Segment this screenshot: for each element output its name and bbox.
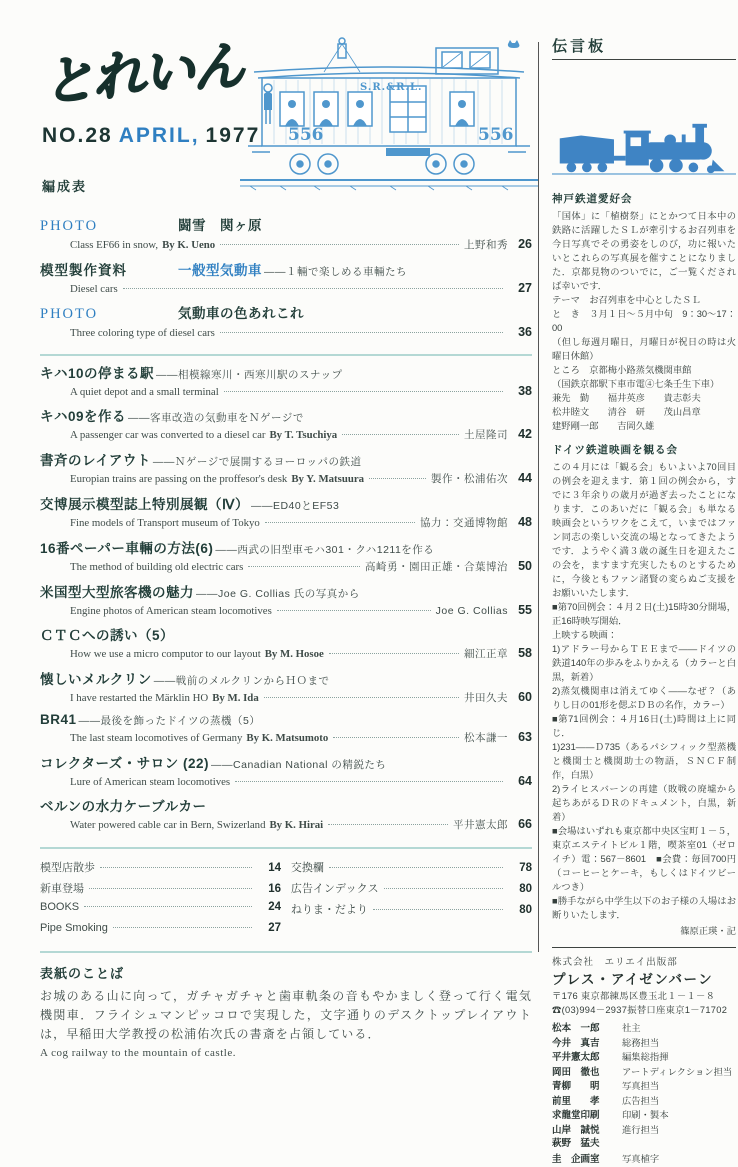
staff-row [552, 1108, 736, 1123]
toc-entry-subtitle: ——西武の旧型車モハ301・クハ1211を作る [215, 544, 435, 556]
bulletin-line: ところ 京都梅小路蒸気機関車館 [552, 365, 692, 375]
publisher-block [552, 947, 736, 1166]
leader-dots [84, 906, 252, 907]
toc-entry-english: Three coloring type of diesel cars [70, 327, 215, 339]
toc-entry [40, 493, 532, 530]
toc-entry [40, 712, 532, 745]
minor-index-label: 交換欄 [290, 862, 324, 874]
minor-index-row [40, 922, 281, 943]
toc-entry-title-row [40, 493, 532, 513]
toc-entry [40, 302, 532, 339]
bulletin-line: 1)231——Ｄ735（あるパシフィック型蒸機と機関士と機関助士の物語，ＳＮＣＦ制作，白黒） [552, 742, 736, 780]
toc-entry-page: 26 [518, 237, 532, 251]
staff-role: 印刷・製本 [622, 1110, 669, 1120]
toc-entry [40, 795, 532, 832]
steam-locomotive-silhouette-icon [552, 120, 736, 182]
publisher-address: 〒176 東京都練馬区豊玉北１－１－８ [552, 991, 716, 1001]
minor-index-row [40, 859, 281, 880]
bulletin-line: 兼先 勤 福井英彦 貴志彰夫 [552, 393, 701, 403]
toc-entry-page: 36 [518, 325, 532, 339]
toc-entry-subtitle: ——Joe G. Collias 氏の写真から [196, 588, 360, 600]
toc-entry-english: Europian trains are passing on the proffesor's desk By Y. Matsuura [70, 473, 365, 485]
toc-entry-english-row [40, 817, 532, 832]
toc-entry-author: 協力：交通博物館 [420, 517, 508, 529]
staff-role: 社主 [622, 1023, 641, 1033]
leader-dots [123, 288, 503, 289]
staff-row [552, 1079, 736, 1094]
toc-entry-title-row [40, 624, 532, 644]
bulletin-line: 1)アドラー号からＴＥＥまで——ドイツの鉄道140年の歩みをふりかえる（カラーと白黒，新着） [552, 644, 736, 682]
toc-entry-author: 土屋隆司 [464, 429, 508, 441]
toc-entry-subtitle: ——相模線寒川・西寒川駅のスナップ [156, 369, 343, 381]
toc-entry-title: 米国型大型旅客機の魅力 [40, 585, 194, 600]
bulletin-line: 2)蒸気機関車は消えてゆく——なぜ？（ありし日の01形を偲ぶＤＢの名作，カラー） [552, 686, 736, 710]
toc-entry-title: 16番ペーパー車輛の方法(6) [40, 541, 214, 556]
toc-entry-title-row [40, 405, 532, 425]
toc-entry-english: A passenger car was converted to a diesel car By T. Tsuchiya [70, 429, 338, 441]
bulletin-line: この４月には「観る会」もいよいよ70回目の例会を迎えます．第１回の例会から，すでに３年余りの歳月が過ぎ去ったことになります．このあいだに「観る会」も単なる映画会というワクをこえて，いまではファン同志の楽しい交流の場となってきたようです．ようやく満３歳の誕生日を迎えたこの会を，ますます充実したものとするために，今後ともファン諸賢の変らぬご支援をお願いいたします． [552, 462, 736, 598]
leader-dots [264, 697, 459, 698]
staff-row [552, 1036, 736, 1051]
toc-entry-title: 懐しいメルクリン [40, 672, 152, 687]
minor-index-row [291, 859, 532, 880]
toc-entry-title: 気動車の色あれこれ [178, 306, 304, 321]
leader-dots [277, 610, 431, 611]
toc-entry-byline: By M. Ida [212, 692, 259, 704]
toc-entry-english-row [40, 427, 532, 442]
staff-name: 平井憲太郎 [552, 1052, 600, 1063]
toc-entry-page: 64 [518, 774, 532, 788]
toc-entry [40, 259, 532, 295]
toc-entry-english-row [40, 384, 532, 398]
logo-text: とれいん [40, 36, 245, 114]
toc-entry-title-row [40, 537, 532, 557]
toc-entry-author: 上野和秀 [464, 239, 508, 251]
leader-dots [328, 824, 448, 825]
toc-entry-subtitle: ——１輛で楽しめる車輛たち [264, 266, 407, 278]
leader-dots [100, 867, 252, 868]
staff-role: アートディレクション担当 [622, 1066, 733, 1077]
cover-note-english: A cog railway to the mountain of castle. [40, 1046, 236, 1059]
leader-dots [235, 781, 503, 782]
bulletin-line: と き ３月１日～５月中旬 9：30～17：00 [552, 309, 736, 333]
toc-entry-page: 63 [518, 730, 532, 744]
toc-entry-english: How we use a micro computor to our layout By M. Hosoe [70, 648, 324, 660]
toc-entry-english-row [40, 690, 532, 705]
leader-dots [329, 867, 503, 868]
toc-entry-author: Joe G. Collias [435, 605, 508, 617]
toc-entry [40, 214, 532, 252]
bulletin-line: （但し毎週月曜日，月曜日が祝日の時は火曜日休館） [552, 337, 736, 361]
toc-entry [40, 362, 532, 398]
toc-entry [40, 405, 532, 442]
staff-role: 進行担当 [622, 1124, 660, 1135]
toc-entry-title-row [40, 712, 532, 728]
magazine-logo [40, 36, 255, 128]
toc-entry-title-row [40, 581, 532, 601]
bulletin-section [552, 443, 736, 938]
minor-index-label: BOOKS [40, 901, 80, 913]
minor-index-row [291, 901, 532, 922]
leader-dots [265, 522, 415, 523]
minor-index-page: 80 [519, 904, 532, 916]
toc-entry-author: 高崎勇・園田正雄・合葉博治 [365, 561, 508, 573]
staff-name: 萩野 猛夫 [552, 1138, 600, 1149]
toc-entry-page: 55 [518, 603, 532, 617]
bulletin-section-title: 神戸鉄道愛好会 [552, 193, 633, 205]
minor-index-row [40, 901, 281, 922]
bulletin-line: ■勝手ながら中学生以下のお子様の入場はお断りいたします． [552, 896, 736, 920]
bulletin-section-title: ドイツ鉄道映画を観る会 [552, 444, 678, 456]
toc-entry-page: 48 [518, 515, 532, 529]
toc-entry-author: 製作・松浦佑次 [431, 473, 508, 485]
bulletin-line: 上映する映画： [552, 630, 618, 640]
caboose-railroad-label: S.R.&R.L. [360, 82, 423, 93]
leader-dots [89, 888, 252, 889]
toc-entry [40, 752, 532, 788]
toc-entry-title-row [40, 795, 532, 815]
leader-dots [333, 737, 459, 738]
toc-entry-page: 42 [518, 427, 532, 441]
toc-entry-byline: By M. Hosoe [264, 648, 324, 660]
toc-entry-subtitle: ——Ｎゲージで展開するヨーロッパの鉄道 [152, 456, 362, 468]
toc-entry-title: ＣＴＣへの誘い（5） [40, 628, 175, 643]
toc-entry-subtitle: ——客車改造の気動車をＮゲージで [128, 412, 304, 424]
minor-index-row [291, 880, 532, 901]
cover-note-body: お城のある山に向って，ガチャガチャと歯車軌条の音もやかましく登って行く電気機関車．フライシュマンピッコロで実現した，文字通りのデスクトップレイアウトは，早稲田大学教授の松浦佑次氏の書斎を占領している． [40, 989, 532, 1042]
staff-name: 山岸 誠悦 [552, 1124, 600, 1136]
issue-number: NO.28 [42, 124, 113, 147]
minor-index-left [40, 859, 281, 943]
toc-entry-subtitle: ——Canadian National の精鋭たち [211, 759, 387, 771]
bulletin-sections [552, 192, 736, 938]
leader-dots [384, 888, 503, 889]
toc-entry-page: 38 [518, 384, 532, 398]
toc-entry-page: 60 [518, 690, 532, 704]
toc-entry-author: 松本謙一 [464, 732, 508, 744]
toc-entry-page: 66 [518, 817, 532, 831]
toc-entry-english-row [40, 515, 532, 530]
toc-entry-title: 一般型気動車 [178, 263, 262, 278]
toc-entry-title-row [40, 259, 532, 279]
toc-entry-english-row [40, 325, 532, 339]
toc-entry-author: 井田久夫 [464, 692, 508, 704]
minor-index-label: 広告インデックス [290, 883, 379, 895]
toc-entry-english: Class EF66 in snow, By K. Ueno [70, 239, 216, 251]
toc-entry-author: 平井憲太郎 [453, 819, 508, 831]
toc-entry-english-row [40, 774, 532, 788]
publisher-phone: ☎(03)994－2937振替口座東京1－71702 [552, 1005, 728, 1015]
toc-entry-english: I have restarted the Märklin HO By M. Ida [70, 692, 259, 704]
toc-entry-english-row [40, 237, 532, 252]
toc-section [40, 208, 532, 354]
toc-entry-page: 27 [518, 281, 532, 295]
toc-entry-title-row [40, 362, 532, 382]
staff-row [552, 1065, 736, 1080]
column-divider [538, 42, 539, 952]
bulletin-line: ■第71回例会：４月16日(土)時間は上に同じ． [552, 714, 736, 738]
bulletin-signature: 篠原正瑛・記 [680, 926, 736, 936]
staff-role: 写真植字 [622, 1153, 660, 1164]
table-of-contents [40, 208, 532, 1059]
toc-entry-author: 細江正章 [464, 648, 508, 660]
staff-list [552, 1021, 736, 1166]
toc-entry-english-row [40, 281, 532, 295]
minor-index-label: 新車登場 [40, 883, 84, 895]
staff-name: 今井 真吉 [552, 1037, 600, 1049]
leader-dots [113, 927, 252, 928]
toc-entry-english: A quiet depot and a small terminal [70, 386, 219, 398]
minor-index-right [291, 859, 532, 943]
masthead [40, 36, 532, 206]
bulletin-line: ■第70回例会：４月２日(土)15時30分開場，正16時映写開始． [552, 602, 736, 626]
minor-index-page: 27 [268, 922, 282, 934]
toc-section [40, 354, 532, 847]
toc-entry-byline: By Y. Matsuura [291, 473, 365, 485]
toc-entry-english: Diesel cars [70, 283, 118, 295]
toc-entry [40, 449, 532, 486]
toc-entry-english-row [40, 559, 532, 574]
staff-role: 広告担当 [622, 1095, 660, 1106]
cover-note [40, 951, 532, 1059]
toc-entry-english-row [40, 603, 532, 617]
toc-entry-subtitle: ——最後を飾ったドイツの蒸機（5） [78, 715, 261, 727]
toc-entry-title: 交博展示模型誌上特別展観（Ⅳ） [40, 497, 249, 512]
toc-entry-byline: By T. Tsuchiya [269, 429, 338, 441]
staff-name: 前里 孝 [552, 1095, 600, 1107]
staff-name: 求龍堂印刷 [552, 1110, 600, 1121]
toc-entry-english: Water powered cable car in Bern, Swizerland By K. Hirai [70, 819, 324, 831]
toc-entry-english: Engine photos of American steam locomotives [70, 605, 272, 617]
toc-entry-english: Fine models of Transport museum of Tokyo [70, 517, 260, 529]
toc-entry-english-row [40, 646, 532, 661]
leader-dots [373, 909, 503, 910]
toc-entry-title: ベルンの水力ケーブルカー [40, 799, 207, 814]
toc-entry-page: 44 [518, 471, 532, 485]
bulletin-line: 建野剛一郎 吉岡久雄 [552, 421, 655, 431]
minor-index-row [40, 880, 281, 901]
toc-entry [40, 624, 532, 661]
toc-entry-title: キハ09を作る [40, 409, 127, 424]
cover-note-title: 表紙のことば [40, 966, 125, 981]
toc-entry-title-row [40, 752, 532, 772]
leader-dots [224, 391, 503, 392]
bulletin-line: 2)ライヒスバーンの再建（敗戦の廃墟から起ちあがるＤＲのドキュメント，白黒，新着） [552, 784, 736, 822]
bulletin-line: 「国体」に「植樹祭」にとかつて日本中の鉄路に活躍したＳＬが牽引するお召列車を今日写真でその勇姿をしのび，功に報いたいとこれらの写真展を催すことになりました．京都見物のついでに，ご一覧くだされば幸いです． [552, 211, 736, 291]
toc-entry-subtitle: ——ED40とEF53 [250, 500, 340, 512]
minor-index-label: ねりま・だより [290, 904, 368, 916]
toc-entry-english: Lure of American steam locomotives [70, 776, 231, 788]
minor-index-page: 78 [519, 862, 532, 874]
toc-entry-title: 闘雪 関ヶ原 [178, 218, 262, 233]
leader-dots [248, 566, 360, 567]
toc-entry-english-row [40, 471, 532, 486]
staff-name: 岡田 徹也 [552, 1066, 600, 1078]
toc-entry-title: 書斉のレイアウト [40, 453, 151, 468]
bulletin-header-rule [552, 59, 736, 60]
bulletin-line: テーマ お召列車を中心としたＳＬ [552, 295, 701, 305]
staff-row [552, 1050, 736, 1065]
issue-month: APRIL, [118, 124, 200, 147]
minor-index-page: 16 [268, 883, 282, 895]
toc-entry-page: 58 [518, 646, 532, 660]
staff-name: 松本 一郎 [552, 1023, 600, 1034]
bulletin-board [552, 40, 736, 1166]
toc-entry-title-row [40, 449, 532, 469]
toc-entry-english: The method of building old electric cars [70, 561, 244, 573]
staff-row [552, 1123, 736, 1138]
staff-row [552, 1021, 736, 1036]
caboose-drawing-icon [240, 36, 538, 196]
leader-dots [220, 244, 459, 245]
toc-entry-english: The last steam locomotives of Germany By K. Matsumoto [70, 732, 329, 744]
toc-entry-title: コレクターズ・サロン (22) [40, 756, 210, 771]
staff-name: 圭 企画室 [552, 1153, 600, 1165]
toc-entry [40, 537, 532, 574]
caboose-number-left: 556 [288, 125, 324, 145]
staff-row [552, 1137, 736, 1152]
publisher-company: 株式会社 エリエイ出版部 [552, 957, 678, 968]
toc-entry-page: 50 [518, 559, 532, 573]
toc-entry-english-row [40, 730, 532, 745]
bulletin-line: ■会場はいずれも東京都中央区宝町１－５，東京エステイトビル１階，喫茶室01（ゼロイチ）電：567－8601 ■会費：毎回700円（コーヒーとケーキ，もしくはドイツビールつき） [552, 826, 736, 892]
staff-name: 青柳 明 [552, 1081, 600, 1092]
minor-index-page: 24 [268, 901, 282, 913]
publisher-name: プレス・アイゼンバーン [552, 972, 714, 987]
toc-entry-tag: 模型製作資料 [40, 263, 127, 278]
staff-role: 編集総指揮 [622, 1052, 669, 1062]
staff-role: 総務担当 [622, 1037, 660, 1048]
toc-entry-tag: PHOTO [40, 218, 99, 234]
toc-entry-byline: By K. Ueno [162, 239, 216, 251]
caboose-number-right: 556 [478, 125, 514, 145]
bulletin-line: 松井睦文 清谷 研 茂山昌章 [552, 407, 701, 417]
toc-entry-subtitle: ——戦前のメルクリンからＨＯまで [153, 675, 330, 687]
toc-entry-tag: PHOTO [40, 306, 99, 322]
toc-entry-title: キハ10の停まる駅 [40, 366, 155, 381]
bulletin-line: （国鉄京都駅下車市電④七条壬生下車） [552, 379, 720, 389]
staff-row [552, 1152, 736, 1167]
staff-row [552, 1094, 736, 1109]
minor-index-label: Pipe Smoking [40, 922, 108, 934]
minor-index-page: 14 [268, 862, 282, 874]
toc-entry-title-row [40, 668, 532, 688]
leader-dots [369, 478, 426, 479]
minor-index-page: 80 [519, 883, 532, 895]
toc-entry-byline: By K. Matsumoto [246, 732, 329, 744]
issue-year: 1977 [205, 124, 261, 147]
toc-entry-title: BR41 [40, 712, 77, 727]
leader-dots [329, 653, 459, 654]
issue-line [42, 124, 260, 148]
toc-section-label: 編成表 [42, 179, 88, 194]
leader-dots [220, 332, 503, 333]
toc-entry-title-row [40, 214, 532, 235]
staff-role: 写真担当 [622, 1081, 660, 1091]
toc-entry [40, 581, 532, 617]
bulletin-header: 伝言板 [552, 38, 607, 55]
minor-index-label: 模型店散歩 [40, 862, 95, 874]
minor-index [40, 847, 532, 951]
bulletin-section [552, 192, 736, 433]
leader-dots [342, 434, 459, 435]
toc-entry-title-row [40, 302, 532, 323]
toc-entry-byline: By K. Hirai [269, 819, 324, 831]
toc-entry [40, 668, 532, 705]
